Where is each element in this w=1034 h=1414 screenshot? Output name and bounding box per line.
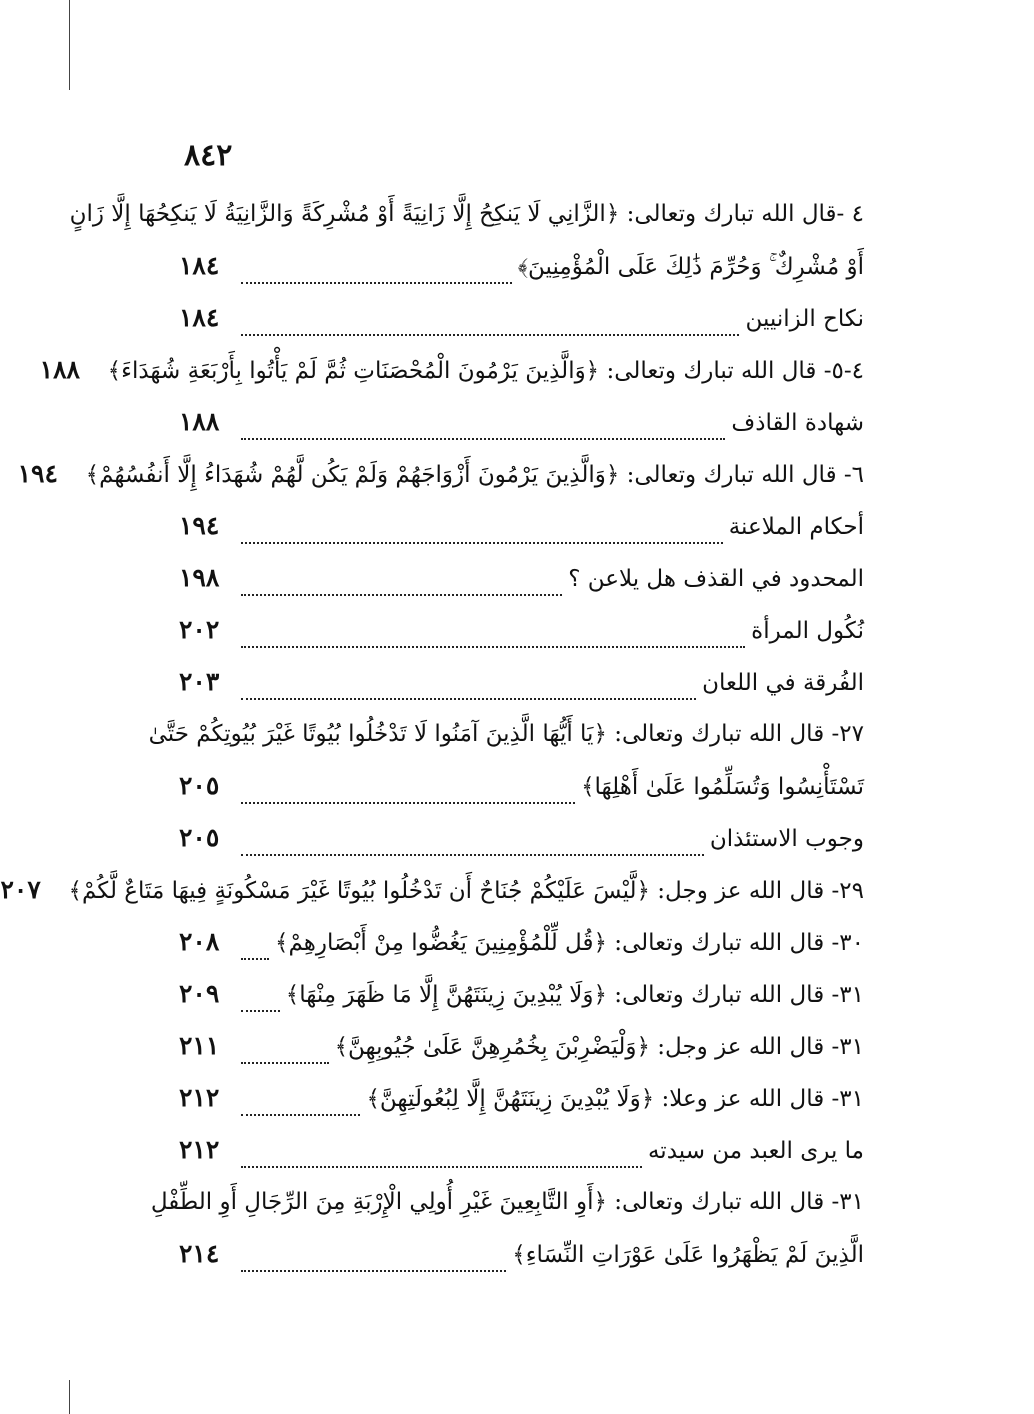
toc-page-number: ١٨٤: [179, 251, 220, 280]
dot-leader: [241, 532, 723, 544]
toc-entry: [69, 188, 864, 292]
toc-page-number: ١٨٨: [179, 407, 220, 436]
toc-line-continued: [148, 708, 864, 760]
toc-line: [17, 448, 864, 500]
toc-line: [179, 812, 864, 864]
dot-leader: [241, 636, 745, 648]
toc-entry: [148, 708, 864, 812]
dot-leader: [241, 948, 269, 960]
toc-entry-text: أحكام الملاعنة: [728, 514, 864, 540]
toc-entry-text: ٦- قال الله تبارك وتعالى: ﴿وَالَّذِينَ يَرْمُونَ أَزْوَاجَهُمْ وَلَمْ يَكُن لَّهُمْ شُهَدَاءُ إِلَّا أَنفُسُهُمْ﴾: [85, 462, 864, 488]
toc-page-number: ١٩٤: [179, 511, 220, 540]
toc-line: [179, 1228, 864, 1280]
toc-entry-text: ٤-٥- قال الله تبارك وتعالى: ﴿وَالَّذِينَ يَرْمُونَ الْمُحْصَنَاتِ ثُمَّ لَمْ يَأْتُوا بِأَرْبَعَةِ شُهَدَاءَ﴾: [107, 358, 864, 384]
toc-page-number: ٢١٢: [179, 1083, 220, 1112]
toc-page-number: ٢١١: [179, 1031, 220, 1060]
toc-entry: [179, 1072, 864, 1124]
page-edge-line: [69, 1380, 70, 1414]
toc-entry-text: أَوْ مُشْرِكٌ ۚ وَحُرِّمَ ذَٰلِكَ عَلَى الْمُؤْمِنِينَ﴾: [517, 254, 864, 280]
toc-entry-text: وجوب الاستئذان: [709, 826, 864, 852]
toc-page-number: ٢١٢: [179, 1135, 220, 1164]
toc-entry-text: المحدود في القذف هل يلاعن ؟: [568, 566, 864, 592]
toc-entry-text: ٢٧- قال الله تبارك وتعالى: ﴿يَا أَيُّهَا الَّذِينَ آمَنُوا لَا تَدْخُلُوا بُيُوتًا غَيْرَ بُيُوتِكُمْ حَتَّىٰ: [148, 721, 864, 747]
toc-line: [179, 656, 864, 708]
toc-line: [179, 604, 864, 656]
toc-entry-text: ٣١- قال الله عز وعلا: ﴿وَلَا يُبْدِينَ زِينَتَهُنَّ إِلَّا لِبُعُولَتِهِنَّ﴾: [366, 1086, 864, 1112]
toc-line: [179, 292, 864, 344]
toc-entry-text: ٣١- قال الله عز وجل: ﴿وَلْيَضْرِبْنَ بِخُمُرِهِنَّ عَلَىٰ جُيُوبِهِنَّ﴾: [334, 1034, 864, 1060]
toc-entry: [179, 812, 864, 864]
toc-entry-text: ٣١- قال الله تبارك وتعالى: ﴿وَلَا يُبْدِينَ زِينَتَهُنَّ إِلَّا مَا ظَهَرَ مِنْهَا﴾: [285, 982, 864, 1008]
toc-line: [39, 344, 864, 396]
toc-entry: [179, 968, 864, 1020]
toc-entry-text: الَّذِينَ لَمْ يَظْهَرُوا عَلَىٰ عَوْرَاتِ النِّسَاءِ﴾: [512, 1242, 864, 1268]
page-edge-line: [69, 0, 70, 90]
toc-line: [179, 240, 864, 292]
toc-entry: [179, 656, 864, 708]
toc-line: [179, 1124, 864, 1176]
toc-line: [179, 916, 864, 968]
toc-line-continued: [69, 188, 864, 240]
dot-leader: [241, 428, 725, 440]
toc-page-number: ٢٠٧: [0, 875, 41, 904]
toc-line: [0, 864, 864, 916]
dot-leader: [241, 1260, 506, 1272]
toc-page-number: ١٩٨: [179, 563, 220, 592]
toc-page-number: ٢٠٨: [179, 927, 220, 956]
toc-line: [179, 968, 864, 1020]
toc-entry: [0, 864, 864, 916]
toc-page-number: ١٨٨: [39, 355, 80, 384]
dot-leader: [241, 1000, 280, 1012]
toc-entry-text: تَسْتَأْنِسُوا وَتُسَلِّمُوا عَلَىٰ أَهْلِهَا﴾: [581, 774, 864, 800]
toc-line: [179, 1072, 864, 1124]
toc-line: [179, 500, 864, 552]
dot-leader: [241, 1052, 329, 1064]
dot-leader: [241, 272, 512, 284]
toc-entry: [179, 552, 864, 604]
dot-leader: [241, 688, 696, 700]
toc-entry: [179, 1020, 864, 1072]
toc-entry: [179, 292, 864, 344]
toc-entry-text: ما يرى العبد من سيدته: [647, 1138, 864, 1164]
toc-page-number: ٢٠٢: [179, 615, 220, 644]
dot-leader: [241, 1156, 642, 1168]
page-number: ٨٤٢: [184, 138, 233, 173]
toc-entry: [17, 448, 864, 500]
toc-line: [179, 1020, 864, 1072]
toc-page-number: ١٨٤: [179, 303, 220, 332]
toc-entry-text: ٣١- قال الله تبارك وتعالى: ﴿أَوِ التَّابِعِينَ غَيْرِ أُولِي الْإِرْبَةِ مِنَ الرِّجَالِ أَوِ الطِّفْلِ: [150, 1189, 864, 1215]
toc-line-continued: [150, 1176, 864, 1228]
toc-page-number: ٢٠٣: [179, 667, 220, 696]
toc-page-number: ١٩٤: [17, 459, 58, 488]
dot-leader: [241, 792, 575, 804]
toc-page-number: ٢٠٥: [179, 823, 220, 852]
toc-entry: [179, 916, 864, 968]
toc-entry: [179, 604, 864, 656]
toc-line: [179, 552, 864, 604]
dot-leader: [241, 324, 739, 336]
toc-entry: [150, 1176, 864, 1280]
toc-page-number: ٢١٤: [179, 1239, 220, 1268]
dot-leader: [241, 584, 562, 596]
dot-leader: [241, 844, 704, 856]
toc-entry-text: ٢٩- قال الله عز وجل: ﴿لَّيْسَ عَلَيْكُمْ جُنَاحٌ أَن تَدْخُلُوا بُيُوتًا غَيْرَ مَسْكُونَةٍ فِيهَا مَتَاعٌ لَّكُمْ﴾: [68, 878, 864, 904]
toc-entry-text: نُكُول المرأة: [751, 618, 864, 644]
toc-line: [179, 760, 864, 812]
toc-entry-text: ٣٠- قال الله تبارك وتعالى: ﴿قُل لِّلْمُؤْمِنِينَ يَغُضُّوا مِنْ أَبْصَارِهِمْ﴾: [274, 930, 864, 956]
toc-entry: [39, 344, 864, 396]
toc-entry-text: شهادة القاذف: [731, 410, 864, 436]
dot-leader: [241, 1104, 360, 1116]
toc-entry: [179, 1124, 864, 1176]
toc-entry: [179, 500, 864, 552]
toc-entry: [179, 396, 864, 448]
table-of-contents: [0, 188, 864, 1280]
toc-entry-text: نكاح الزانيين: [745, 306, 864, 332]
toc-page-number: ٢٠٩: [179, 979, 220, 1008]
toc-line: [179, 396, 864, 448]
toc-entry-text: ٤ -قال الله تبارك وتعالى: ﴿الزَّانِي لَا يَنكِحُ إِلَّا زَانِيَةً أَوْ مُشْرِكَةً وَالزَّانِيَةُ لَا يَنكِحُهَا إِلَّا زَانٍ: [69, 201, 864, 227]
toc-page-number: ٢٠٥: [179, 771, 220, 800]
toc-entry-text: الفُرقة في اللعان: [702, 670, 864, 696]
